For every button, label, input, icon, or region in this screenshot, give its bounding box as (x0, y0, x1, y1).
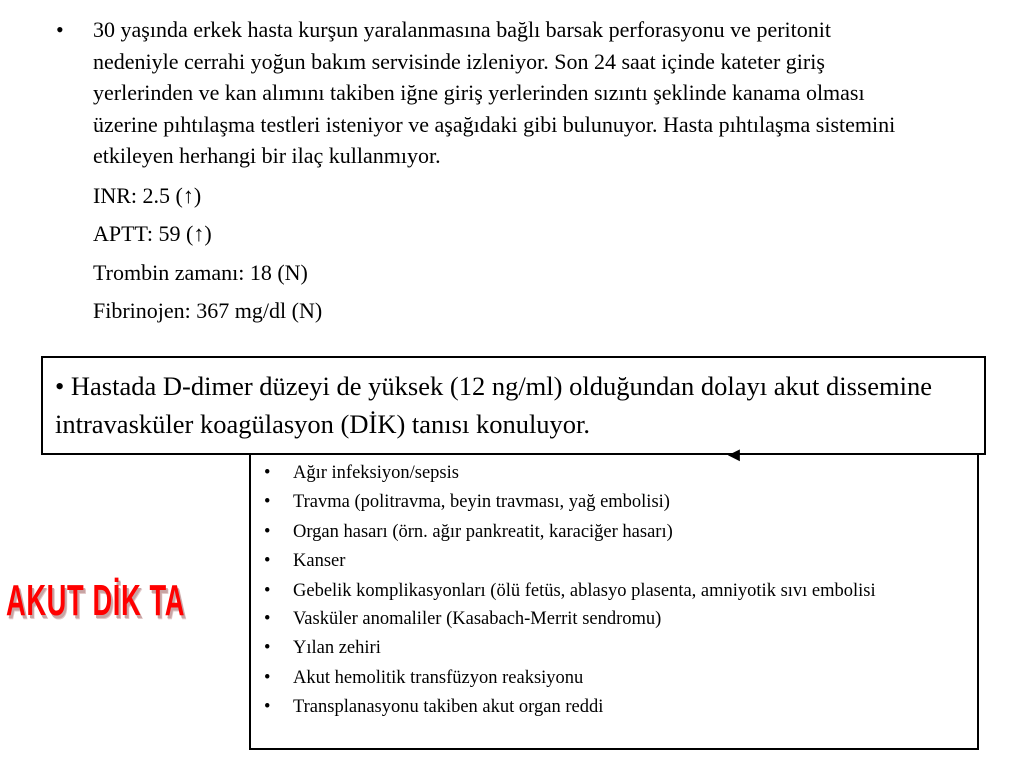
bullet: • (264, 667, 271, 688)
case-description (56, 14, 916, 331)
bullet: • (264, 550, 271, 571)
list-item (251, 518, 977, 547)
list-item-text: Akut hemolitik transfüzyon reaksiyonu (293, 667, 584, 688)
list-item-text: Ağır infeksiyon/sepsis (293, 463, 459, 483)
bullet: • (264, 521, 271, 542)
lab-results (93, 177, 916, 331)
list-item (251, 634, 977, 663)
list-item (251, 605, 977, 634)
list-item (251, 664, 977, 693)
bullet: • (264, 492, 271, 513)
list-item-text: Vasküler anomaliler (Kasabach-Merrit sendromu) (293, 609, 662, 630)
bullet: • (264, 609, 271, 630)
lab-thrombin-time: Trombin zamanı: 18 (N) (93, 259, 308, 285)
bullet: • (264, 581, 271, 602)
lab-fibrinogen: Fibrinojen: 367 mg/dl (N) (93, 298, 323, 323)
dic-causes-list (251, 453, 977, 722)
list-item-text: Travma (politravma, beyin travması, yağ embolisi) (293, 492, 670, 513)
ddimer-note-text: • Hastada D-dimer düzeyi de yüksek (12 ng/ml) olduğundan dolayı akut dissemine intravasküler koagülasyon (DİK) tanısı konuluyor. (55, 371, 932, 439)
list-item (251, 488, 977, 517)
slide-title-fragment: AKUT DİK TA (6, 576, 186, 625)
list-item (251, 693, 977, 722)
list-item-text: Transplanasyonu takiben akut organ reddi (293, 697, 604, 718)
bullet: • (264, 638, 271, 659)
list-item (251, 459, 977, 488)
list-item-text: Yılan zehiri (293, 638, 381, 659)
list-item (251, 547, 977, 576)
list-item-text: Organ hasarı (örn. ağır pankreatit, karaciğer hasarı) (293, 521, 673, 542)
lab-aptt: APTT: 59 (↑) (93, 221, 212, 246)
lab-inr: INR: 2.5 (↑) (93, 182, 202, 208)
list-item (251, 576, 977, 605)
dic-causes-box (249, 451, 979, 750)
bullet: • (264, 697, 271, 718)
arrow-left-icon: ◄ (724, 444, 744, 466)
list-item-text: Gebelik komplikasyonları (ölü fetüs, ablasyo plasenta, amniyotik sıvı embolisi (293, 581, 876, 602)
list-item-text: Kanser (293, 550, 346, 571)
bullet: • (264, 463, 271, 483)
case-text: 30 yaşında erkek hasta kurşun yaralanmasına bağlı barsak perforasyonu ve peritonit nedeniyle cerrahi yoğun bakım servisinde izleniyor. Son 24 saat içinde kateter giriş yerlerinden ve kan alımını takiben iğne giriş yerlerinden sızıntı şeklinde kanama olması üzerine pıhtılaşma testleri isteniyor ve aşağıdaki gibi bulunuyor. Hasta pıhtılaşma sistemini etkileyen herhangi bir ilaç kullanmıyor. (93, 17, 896, 168)
bullet: • (56, 17, 64, 42)
ddimer-note-box (41, 356, 986, 455)
